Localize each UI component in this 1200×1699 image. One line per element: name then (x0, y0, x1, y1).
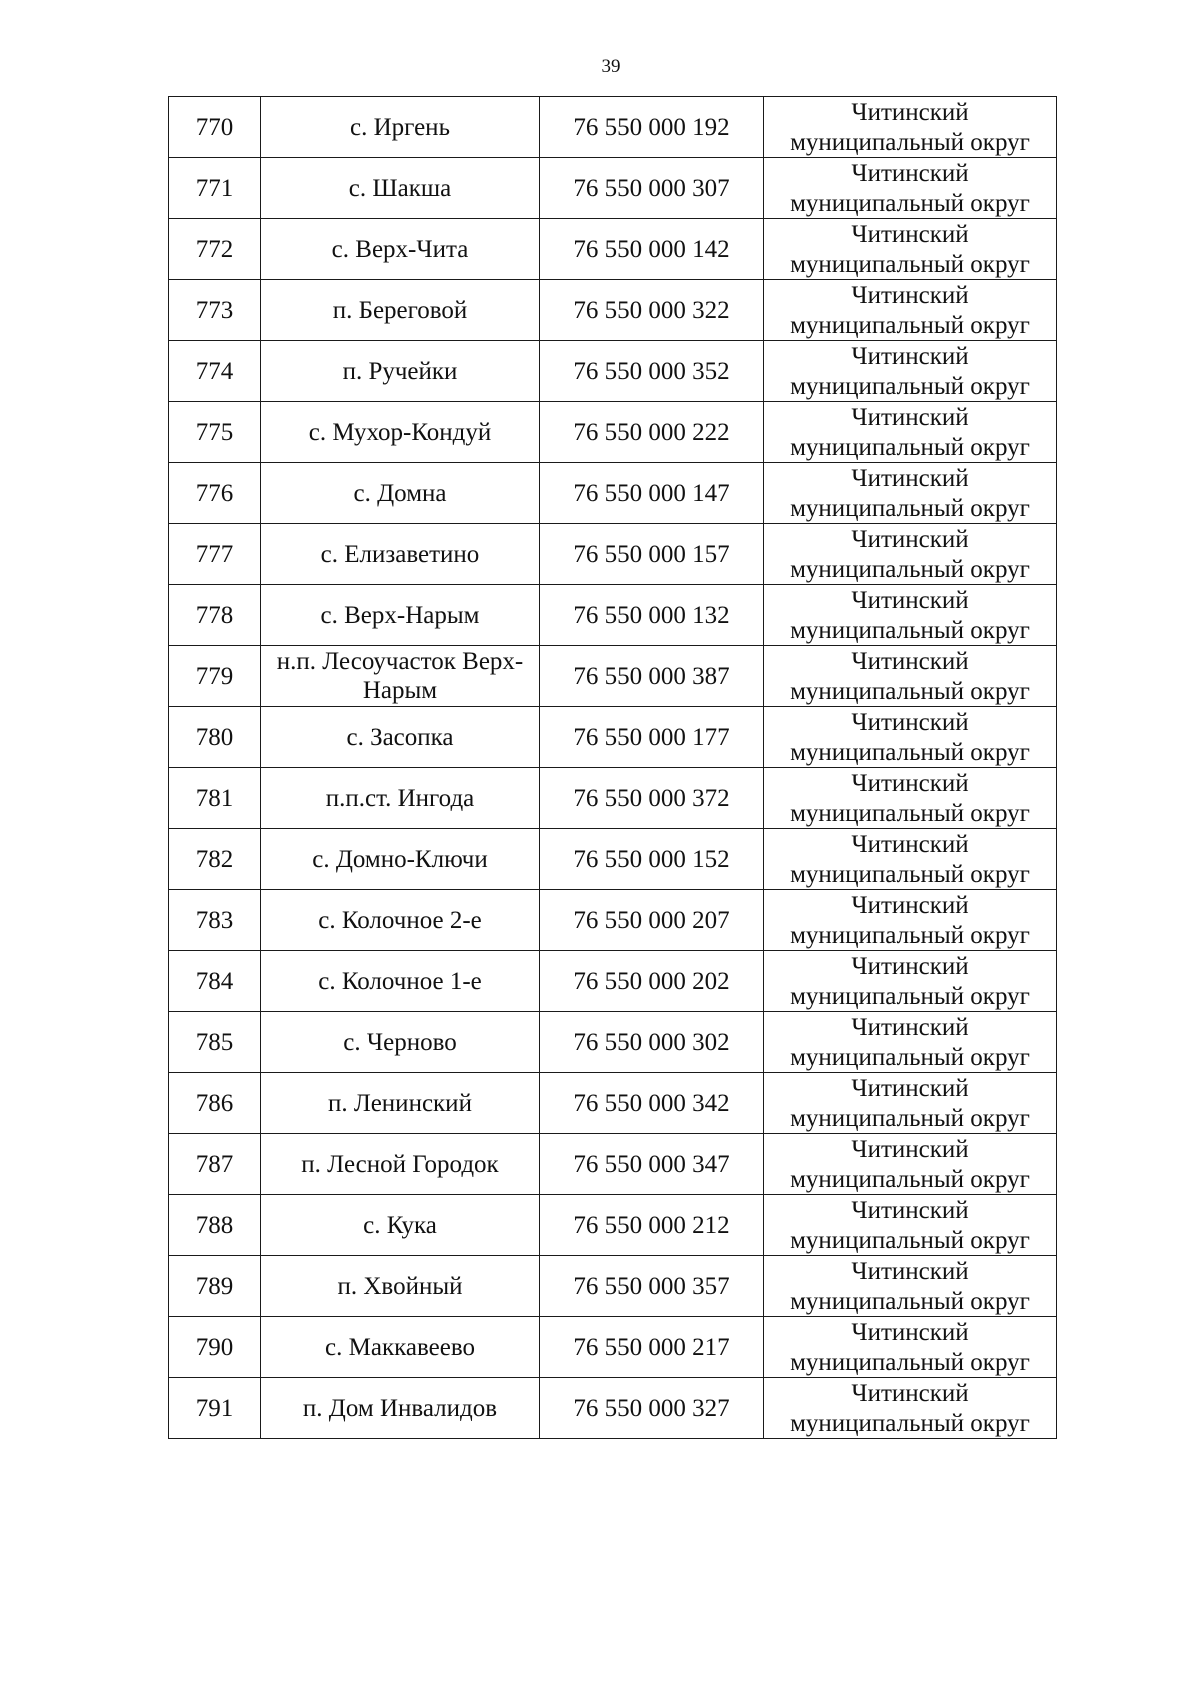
district-cell (764, 707, 1057, 768)
district-type: муниципальный округ (790, 1165, 1030, 1193)
table-row (169, 1256, 1057, 1317)
oktmo-code: 76 550 000 322 (540, 280, 764, 341)
row-number: 773 (169, 280, 261, 341)
oktmo-code: 76 550 000 342 (540, 1073, 764, 1134)
district-name: Читинский (851, 342, 969, 370)
row-number: 780 (169, 707, 261, 768)
row-number: 778 (169, 585, 261, 646)
district-name: Читинский (851, 1013, 969, 1041)
district-cell (764, 1378, 1057, 1439)
table-row (169, 951, 1057, 1012)
oktmo-code: 76 550 000 152 (540, 829, 764, 890)
district-name: Читинский (851, 1135, 969, 1163)
row-number: 786 (169, 1073, 261, 1134)
district-name: Читинский (851, 647, 969, 675)
district-cell (764, 829, 1057, 890)
district-type: муниципальный округ (790, 555, 1030, 583)
district-cell (764, 1195, 1057, 1256)
district-name: Читинский (851, 830, 969, 858)
district-type: муниципальный округ (790, 433, 1030, 461)
row-number: 779 (169, 646, 261, 707)
table-row (169, 1012, 1057, 1073)
district-cell (764, 158, 1057, 219)
district-cell (764, 280, 1057, 341)
oktmo-code: 76 550 000 207 (540, 890, 764, 951)
district-cell (764, 97, 1057, 158)
district-name: Читинский (851, 1257, 969, 1285)
row-number: 787 (169, 1134, 261, 1195)
district-name: Читинский (851, 891, 969, 919)
district-type: муниципальный округ (790, 1226, 1030, 1254)
oktmo-code: 76 550 000 132 (540, 585, 764, 646)
row-number: 777 (169, 524, 261, 585)
table-row (169, 890, 1057, 951)
district-name: Читинский (851, 159, 969, 187)
oktmo-code: 76 550 000 347 (540, 1134, 764, 1195)
table-row (169, 646, 1057, 707)
district-name: Читинский (851, 952, 969, 980)
district-type: муниципальный округ (790, 128, 1030, 156)
oktmo-code: 76 550 000 157 (540, 524, 764, 585)
row-number: 774 (169, 341, 261, 402)
row-number: 784 (169, 951, 261, 1012)
district-type: муниципальный округ (790, 860, 1030, 888)
table-row (169, 524, 1057, 585)
table-row (169, 341, 1057, 402)
oktmo-code: 76 550 000 212 (540, 1195, 764, 1256)
district-cell (764, 463, 1057, 524)
district-name: Читинский (851, 1196, 969, 1224)
settlement-name: п. Лесной Городок (261, 1134, 540, 1195)
district-name: Читинский (851, 220, 969, 248)
row-number: 785 (169, 1012, 261, 1073)
settlement-name: с. Елизаветино (261, 524, 540, 585)
settlement-name: п. Дом Инвалидов (261, 1378, 540, 1439)
table-row (169, 829, 1057, 890)
table-body (169, 97, 1057, 1439)
table-row (169, 1378, 1057, 1439)
settlement-name: н.п. Лесоучасток Верх-Нарым (261, 646, 540, 707)
district-type: муниципальный округ (790, 189, 1030, 217)
row-number: 775 (169, 402, 261, 463)
district-name: Читинский (851, 586, 969, 614)
district-type: муниципальный округ (790, 1043, 1030, 1071)
settlement-name: с. Черново (261, 1012, 540, 1073)
district-name: Читинский (851, 403, 969, 431)
table-row (169, 280, 1057, 341)
district-name: Читинский (851, 281, 969, 309)
oktmo-code: 76 550 000 202 (540, 951, 764, 1012)
district-type: муниципальный округ (790, 250, 1030, 278)
settlement-name: с. Домно-Ключи (261, 829, 540, 890)
settlement-name: с. Колочное 1-е (261, 951, 540, 1012)
settlement-name: с. Иргень (261, 97, 540, 158)
district-cell (764, 951, 1057, 1012)
district-cell (764, 1317, 1057, 1378)
row-number: 770 (169, 97, 261, 158)
district-name: Читинский (851, 1379, 969, 1407)
settlement-name: с. Маккавеево (261, 1317, 540, 1378)
row-number: 781 (169, 768, 261, 829)
district-cell (764, 768, 1057, 829)
row-number: 776 (169, 463, 261, 524)
settlement-name: с. Шакша (261, 158, 540, 219)
district-type: муниципальный округ (790, 1287, 1030, 1315)
district-cell (764, 1012, 1057, 1073)
table-row (169, 1134, 1057, 1195)
oktmo-code: 76 550 000 302 (540, 1012, 764, 1073)
row-number: 789 (169, 1256, 261, 1317)
table-row (169, 402, 1057, 463)
oktmo-code: 76 550 000 192 (540, 97, 764, 158)
settlement-name: с. Колочное 2-е (261, 890, 540, 951)
district-type: муниципальный округ (790, 921, 1030, 949)
oktmo-code: 76 550 000 327 (540, 1378, 764, 1439)
oktmo-code: 76 550 000 372 (540, 768, 764, 829)
oktmo-code: 76 550 000 177 (540, 707, 764, 768)
oktmo-code: 76 550 000 387 (540, 646, 764, 707)
oktmo-code: 76 550 000 147 (540, 463, 764, 524)
settlement-name: п. Ручейки (261, 341, 540, 402)
district-type: муниципальный округ (790, 372, 1030, 400)
settlement-name: п.п.ст. Ингода (261, 768, 540, 829)
settlement-name: с. Верх-Чита (261, 219, 540, 280)
oktmo-code: 76 550 000 307 (540, 158, 764, 219)
district-name: Читинский (851, 464, 969, 492)
table-row (169, 768, 1057, 829)
row-number: 771 (169, 158, 261, 219)
district-cell (764, 1134, 1057, 1195)
district-cell (764, 341, 1057, 402)
settlement-name: п. Ленинский (261, 1073, 540, 1134)
oktmo-code: 76 550 000 222 (540, 402, 764, 463)
district-name: Читинский (851, 708, 969, 736)
table-row (169, 585, 1057, 646)
oktmo-code: 76 550 000 352 (540, 341, 764, 402)
district-cell (764, 890, 1057, 951)
oktmo-code: 76 550 000 142 (540, 219, 764, 280)
district-cell (764, 1256, 1057, 1317)
settlement-name: с. Верх-Нарым (261, 585, 540, 646)
row-number: 788 (169, 1195, 261, 1256)
page-number: 39 (601, 56, 621, 77)
oktmo-code: 76 550 000 357 (540, 1256, 764, 1317)
table-row (169, 1073, 1057, 1134)
table-row (169, 463, 1057, 524)
oktmo-code: 76 550 000 217 (540, 1317, 764, 1378)
settlement-name: с. Домна (261, 463, 540, 524)
settlement-name: с. Мухор-Кондуй (261, 402, 540, 463)
table-row (169, 97, 1057, 158)
row-number: 782 (169, 829, 261, 890)
district-type: муниципальный округ (790, 1348, 1030, 1376)
district-cell (764, 524, 1057, 585)
settlement-name: п. Хвойный (261, 1256, 540, 1317)
district-cell (764, 646, 1057, 707)
table-row (169, 707, 1057, 768)
district-name: Читинский (851, 769, 969, 797)
district-name: Читинский (851, 525, 969, 553)
table-row (169, 219, 1057, 280)
district-name: Читинский (851, 1074, 969, 1102)
district-type: муниципальный округ (790, 311, 1030, 339)
settlements-table (168, 96, 1057, 1439)
district-type: муниципальный округ (790, 1409, 1030, 1437)
district-cell (764, 219, 1057, 280)
table-row (169, 1195, 1057, 1256)
table-row (169, 1317, 1057, 1378)
settlement-name: с. Засопка (261, 707, 540, 768)
row-number: 772 (169, 219, 261, 280)
district-cell (764, 402, 1057, 463)
district-cell (764, 585, 1057, 646)
settlement-name: п. Береговой (261, 280, 540, 341)
district-name: Читинский (851, 98, 969, 126)
row-number: 783 (169, 890, 261, 951)
district-type: муниципальный округ (790, 982, 1030, 1010)
table-row (169, 158, 1057, 219)
district-name: Читинский (851, 1318, 969, 1346)
district-type: муниципальный округ (790, 494, 1030, 522)
district-type: муниципальный округ (790, 677, 1030, 705)
row-number: 790 (169, 1317, 261, 1378)
district-type: муниципальный округ (790, 616, 1030, 644)
district-type: муниципальный округ (790, 738, 1030, 766)
district-type: муниципальный округ (790, 1104, 1030, 1132)
row-number: 791 (169, 1378, 261, 1439)
district-type: муниципальный округ (790, 799, 1030, 827)
settlement-name: с. Кука (261, 1195, 540, 1256)
district-cell (764, 1073, 1057, 1134)
